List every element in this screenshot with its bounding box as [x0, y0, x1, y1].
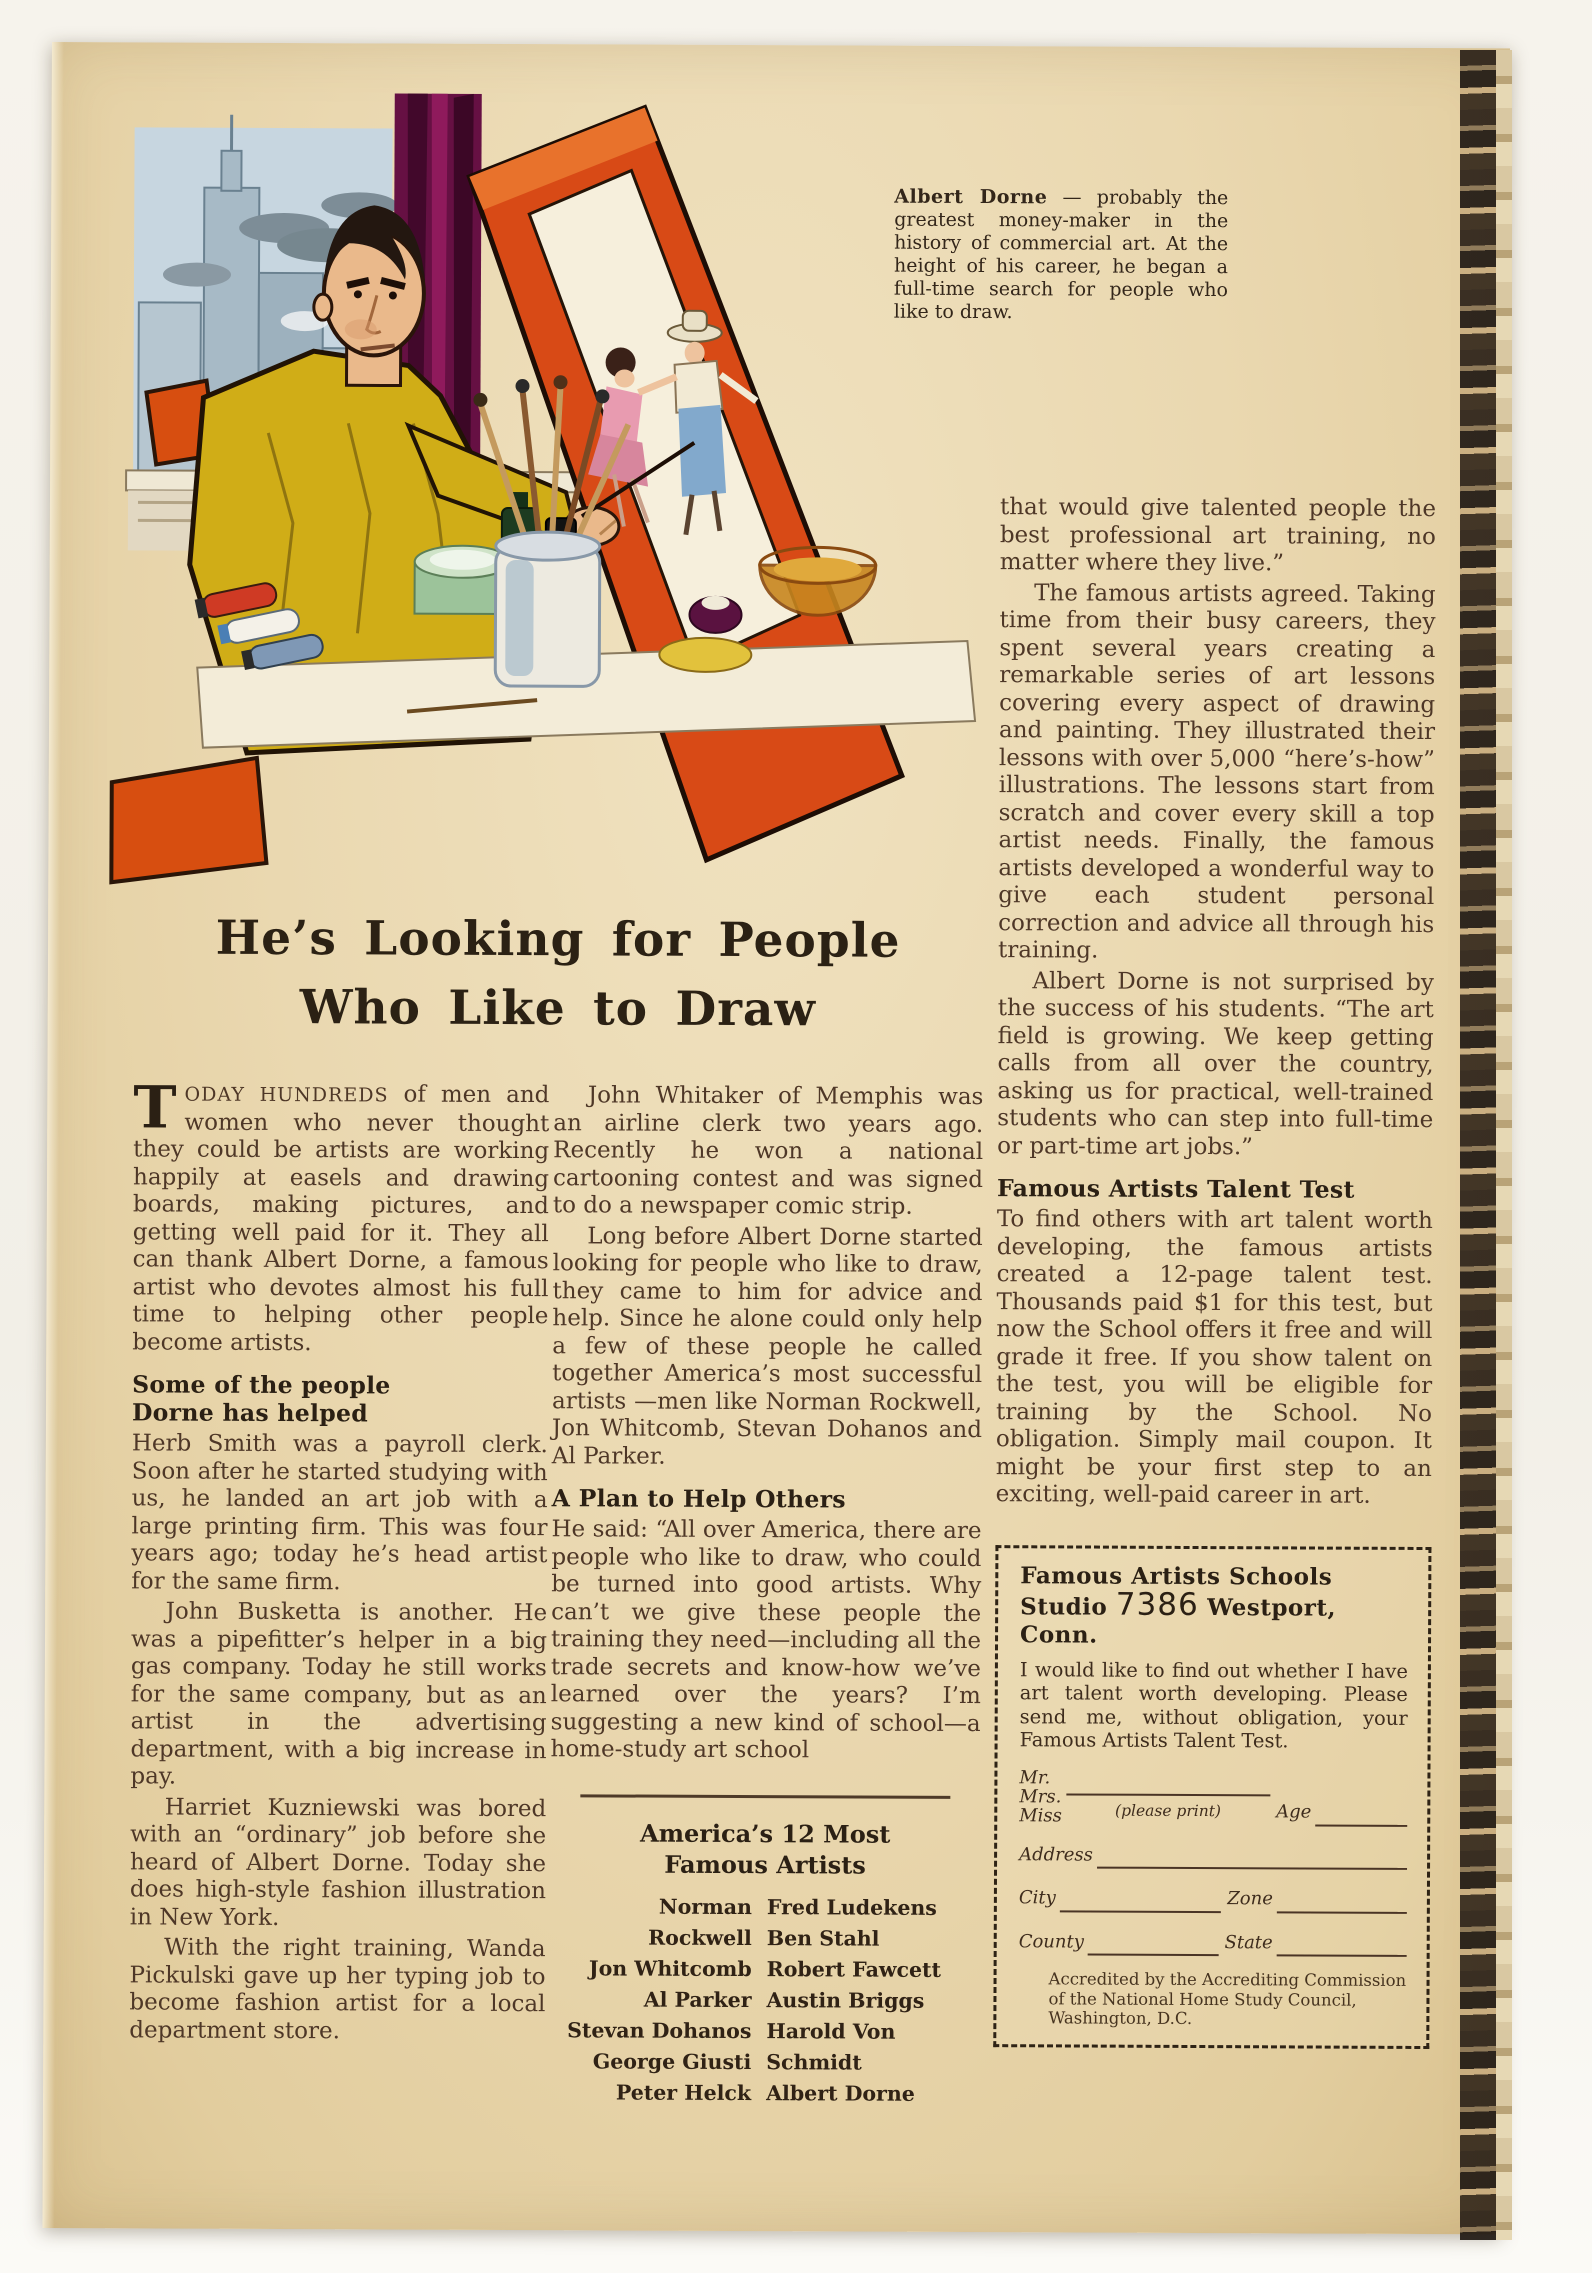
paragraph: Long before Albert Dorne started looking for people who like to draw, they came to him for advice and help. Since he alone could only help a few of these people he called together America’s most successful artists —men like Norman Rockwell, Jon Whitcomb, Stevan Dohanos and Al Parker.: [551, 1222, 983, 1470]
artist-name: Ben Stahl: [766, 1925, 880, 1951]
subhead-talent-test: Famous Artists Talent Test: [996, 1174, 1355, 1204]
salutation-labels: Mr. Mrs. Miss: [1019, 1766, 1062, 1826]
dorne-at-drawing-board-illustration: [106, 92, 990, 926]
coupon-school-name: Famous Artists Schools: [1020, 1561, 1333, 1591]
famous-artists-list: [549, 1891, 980, 2110]
famous-artists-heading: America’s 12 Most Famous Artists: [639, 1818, 891, 1880]
subhead-people-dorne-helped: Some of the people Dorne has helped: [131, 1370, 391, 1428]
caption-name: Albert Dorne: [894, 185, 1048, 209]
name-field-line: [1066, 1793, 1270, 1796]
mail-in-coupon: [993, 1545, 1431, 2049]
paragraph: Albert Dorne is not surprised by the success of his students. “The art field is growing. We keep getting calls from all over the country, asking us for practical, well-trained students who can step into full-time or part-time art jobs.”: [997, 967, 1434, 1160]
artist-name: George Giusti: [592, 2048, 752, 2074]
name-row: [1019, 1768, 1407, 1827]
studio-number: 7386: [1115, 1586, 1199, 1623]
subhead-plan-to-help-others: A Plan to Help Others: [551, 1484, 846, 1514]
ad-headline: [108, 910, 1009, 1038]
lead-small-caps: ODAY HUNDREDS: [184, 1083, 389, 1107]
county-label: County: [1018, 1930, 1084, 1953]
artists-list-left: [549, 1891, 752, 2109]
artist-name: Fred Ludekens: [766, 1894, 937, 1920]
age-field-line: [1315, 1802, 1407, 1826]
artists-list-right: [766, 1892, 980, 2110]
state-field-line: [1277, 1933, 1407, 1957]
artist-name: Stevan Dohanos: [567, 2017, 752, 2043]
city-field-line: [1060, 1888, 1222, 1912]
drop-cap: T: [133, 1073, 177, 1142]
famous-artists-schools-ad-page: [42, 42, 1510, 2234]
headline-line1: He’s Looking for People: [215, 910, 901, 969]
artist-name: Al Parker: [643, 1987, 752, 2012]
city-label: City: [1018, 1887, 1056, 1909]
coupon-request-text: I would like to find out whether I have art talent worth developing. Please send me, without obligation, your Famous Artists Talent Test.: [1019, 1657, 1408, 1753]
artist-name: Jon Whitcomb: [588, 1955, 752, 1981]
address-row: [1019, 1841, 1407, 1870]
artist-name: Robert Fawcett: [766, 1956, 942, 1982]
paragraph: John Whitaker of Memphis was an airline clerk two years ago. Recently he won a national cartooning contest and was signed to do a newspaper comic strip.: [552, 1082, 984, 1220]
photo-caption: [894, 186, 1229, 325]
state-label: State: [1224, 1931, 1273, 1953]
worn-spine-edge: [1460, 50, 1498, 2240]
county-state-row: [1019, 1928, 1407, 1957]
section-divider-rule: [580, 1794, 950, 1799]
paragraph: The famous artists agreed. Taking time from their busy careers, they spent several years creating a remarkable series of art lessons covering every aspect of drawing and painting. They illustrated their lessons with over 5,000 “here’s-how” illustrations. The lessons start from scratch and cover every skill a top artist needs. Finally, the famous artists developed a wonderful way to give each student personal correction and advice all through his training.: [997, 579, 1436, 964]
address-label: Address: [1019, 1843, 1093, 1866]
please-print-note: (please print): [1115, 1801, 1222, 1821]
artist-name: Peter Helck: [615, 2079, 752, 2105]
zone-field-line: [1277, 1889, 1407, 1913]
paragraph: With the right training, Wanda Pickulski gave up her typing job to become fashion artist for a local department store.: [129, 1934, 546, 2044]
body-column-middle: [549, 1082, 983, 2109]
headline-line2: Who Like to Draw: [299, 980, 817, 1038]
county-field-line: [1088, 1932, 1219, 1956]
body-column-right: [993, 494, 1436, 2048]
paragraph: To find others with art talent worth developing, the famous artists created a 12-page talent test. Thousands paid $1 for this test, but now the School offers it free and will grade it free. If you show talent on the test, you will be eligible for training by the School. No obligation. Simply mail coupon. It might be your first step to an exciting, well-paid career in art.: [995, 1206, 1433, 1509]
artist-name: Albert Dorne: [766, 2080, 915, 2106]
paragraph: Harriet Kuzniewski was bored with an “ordinary” job before she heard of Albert Dorne. Today she does high-style fashion illustration in New York.: [129, 1794, 547, 1931]
accreditation-note: Accredited by the Accrediting Commission of the National Home Study Council, Washington, D.C.: [1048, 1969, 1407, 2028]
paragraph: John Busketta is another. He was a pipefitter’s helper in a big gas company. Today he still works for the same company, but as an artist in the advertising department, with a big increase in pay.: [130, 1598, 548, 1790]
artist-name: Harold Von Schmidt: [766, 2018, 896, 2075]
paragraph: Herb Smith was a payroll clerk. Soon after he started studying with us, he landed an art job with a large printing firm. This was four years ago; today he’s head artist for the same firm.: [131, 1430, 548, 1595]
coupon-form: [1018, 1768, 1407, 2030]
age-label: Age: [1276, 1801, 1312, 1823]
coupon-studio-address: Studio 7386 Westport, Conn.: [1020, 1586, 1337, 1649]
address-field-line: [1097, 1845, 1407, 1870]
paragraph: that would give talented people the best professional art training, no matter where they live.”: [999, 494, 1437, 577]
caption-text: — probably the greatest money-maker in the history of commercial art. At the height of his career, he began a full-time search for people who like to draw.: [893, 186, 1229, 324]
artist-name: Austin Briggs: [766, 1987, 925, 2013]
artist-name: Norman Rockwell: [648, 1894, 753, 1950]
body-column-left: [129, 1073, 550, 2049]
paragraph: TODAY HUNDREDS of men and women who never thought they could be artists are working happily at easels and drawing boards, making pictures, and getting well paid for it. They all can thank Albert Dorne, a famous artist who devotes almost his full time to helping other people become artists.: [132, 1073, 550, 1356]
zone-label: Zone: [1227, 1888, 1273, 1910]
city-zone-row: [1019, 1884, 1407, 1913]
paragraph: He said: “All over America, there are people who like to draw, who could be turned into good artists. Why can’t we give these people the training they need—including all the trade secrets and know-how we’ve learned over the years? I’m suggesting a new kind of school—a home-study art school: [550, 1516, 982, 1764]
worn-spine-edge-outer: [1496, 50, 1512, 2240]
